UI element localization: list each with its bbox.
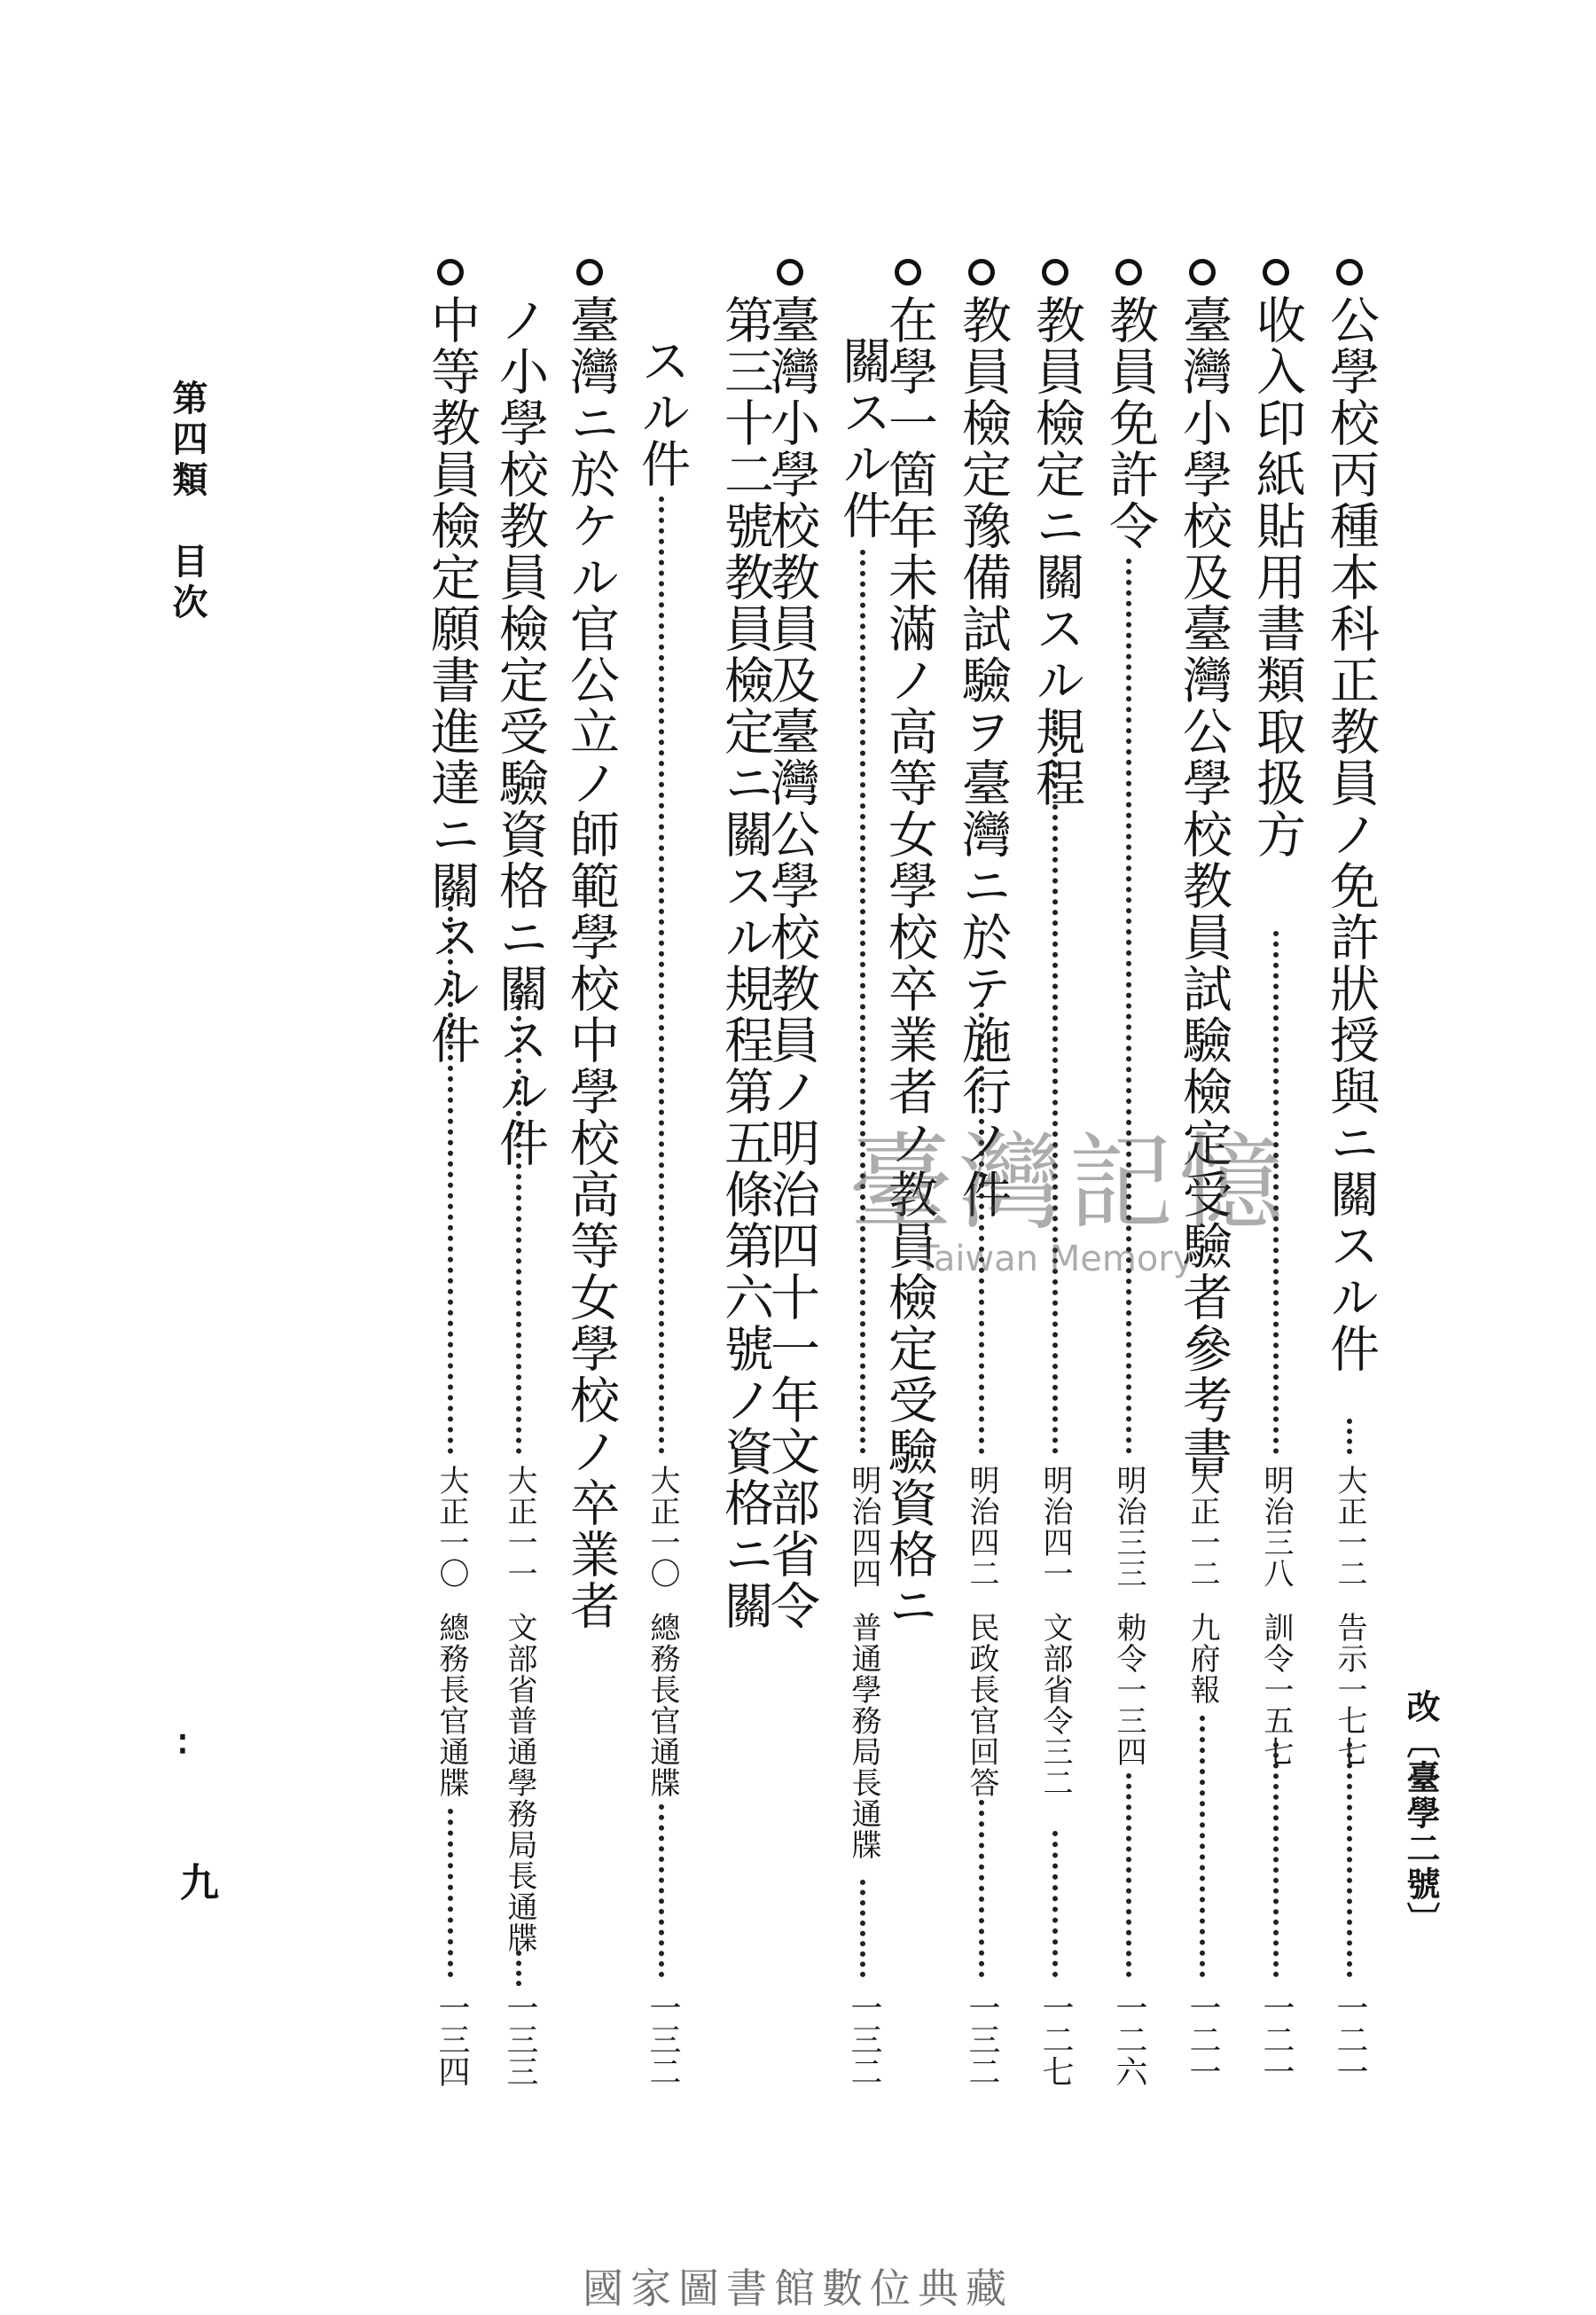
entry-marker-icon bbox=[576, 259, 603, 285]
entry-title[interactable]: 中等教員檢定願書進達ニ關スル件 bbox=[423, 294, 481, 1066]
dotted-leader bbox=[979, 1800, 984, 1977]
dotted-leader bbox=[659, 1804, 664, 1977]
entry-marker-icon bbox=[1263, 259, 1289, 285]
page-number: 九 bbox=[173, 1862, 218, 1901]
entry-source: 民政長官回答 bbox=[964, 1612, 999, 1798]
entry-page: 一二一 bbox=[1185, 1991, 1221, 2087]
entry-marker-icon bbox=[968, 259, 995, 285]
watermark-latin: Taiwan Memory bbox=[918, 1239, 1194, 1279]
dotted-leader bbox=[1052, 709, 1058, 1454]
footer-archive-credit: 國家圖書館數位典藏 bbox=[583, 2264, 1013, 2312]
dotted-leader bbox=[448, 895, 453, 1454]
entry-date: 明治四四 bbox=[846, 1465, 881, 1589]
entry-page: 一三二 bbox=[846, 1991, 882, 2087]
dotted-leader bbox=[979, 1002, 984, 1454]
entry-title[interactable]: 在學一箇年未滿ノ高等女學校卒業者ノ教員檢定受驗資格ニ bbox=[880, 294, 938, 1631]
entry-page: 一三三 bbox=[502, 1991, 538, 2087]
entry-marker-icon bbox=[1042, 259, 1068, 285]
entry-marker-icon bbox=[895, 259, 921, 285]
entry-page: 一三四 bbox=[434, 1991, 470, 2087]
watermark-cjk: 臺灣記憶 bbox=[848, 1122, 1288, 1244]
entry-date: 大正一〇 bbox=[645, 1465, 680, 1589]
entry-source: 總務長官通牒 bbox=[645, 1612, 680, 1798]
dotted-leader bbox=[448, 1809, 453, 1977]
entry-source: 文部省令三二 bbox=[1037, 1612, 1073, 1798]
dotted-leader bbox=[1347, 1742, 1352, 1977]
entry-title-continued[interactable]: スル件 bbox=[633, 335, 691, 489]
entry-marker-icon bbox=[437, 259, 464, 285]
entry-title[interactable]: 教員檢定ニ關スル規程 bbox=[1028, 294, 1085, 809]
entry-source: 勅令一三四 bbox=[1111, 1612, 1146, 1767]
dotted-leader bbox=[860, 550, 865, 1454]
entry-page: 一二七 bbox=[1037, 1991, 1074, 2087]
entry-page: 一二一 bbox=[1258, 1991, 1295, 2087]
entry-page: 一二六 bbox=[1111, 1991, 1147, 2087]
dotted-leader bbox=[860, 1880, 865, 1977]
dotted-leader bbox=[1052, 1831, 1058, 1977]
entry-date: 大正一二 bbox=[1332, 1465, 1367, 1589]
entry-date: 明治三三 bbox=[1111, 1465, 1146, 1589]
entry-marker-icon bbox=[1189, 259, 1216, 285]
dotted-leader bbox=[1126, 559, 1131, 1454]
entry-date: 大正一〇 bbox=[434, 1465, 469, 1589]
dotted-leader bbox=[1347, 1419, 1352, 1454]
entry-title-continued[interactable]: ノ小學校教員檢定受驗資格ニ關スル件 bbox=[491, 294, 549, 1169]
revision-note: 改〔臺學二號〕 bbox=[1401, 1689, 1441, 1937]
left-header-mark: ∶ bbox=[162, 1725, 204, 1765]
entry-date: 大正一二 bbox=[1185, 1465, 1220, 1589]
entry-title[interactable]: 教員檢定豫備試驗ヲ臺灣ニ於テ施行ノ件 bbox=[954, 294, 1012, 1220]
dotted-leader bbox=[516, 984, 521, 1454]
dotted-leader bbox=[1273, 1742, 1279, 1977]
entry-title-continued[interactable]: 第三十二號教員檢定ニ關スル規程第五條第六號ノ資格ニ關 bbox=[716, 294, 774, 1631]
entry-source: 普通學務局長通牒 bbox=[846, 1612, 881, 1860]
entry-source: 告示一七七 bbox=[1332, 1612, 1367, 1767]
entry-page: 一三二 bbox=[964, 1991, 1000, 2087]
dotted-leader bbox=[1273, 931, 1279, 1454]
entry-marker-icon bbox=[1336, 259, 1363, 285]
running-title: 第四類 目次 bbox=[167, 379, 208, 624]
dotted-leader bbox=[1126, 1773, 1131, 1977]
dotted-leader bbox=[516, 1951, 521, 1986]
entry-title[interactable]: 公學校丙種本科正教員ノ免許狀授與ニ關スル件 bbox=[1322, 294, 1380, 1374]
entry-title-continued[interactable]: 關スル件 bbox=[834, 335, 892, 541]
dotted-leader bbox=[659, 497, 664, 1454]
entry-source: 訓令一五七 bbox=[1258, 1612, 1294, 1767]
entry-date: 明治四一 bbox=[1037, 1465, 1073, 1589]
entry-marker-icon bbox=[777, 259, 803, 285]
entry-source: 總務長官通牒 bbox=[434, 1612, 469, 1798]
entry-title[interactable]: 臺灣ニ於ケル官公立ノ師範學校中學校高等女學校ノ卒業者 bbox=[562, 294, 620, 1631]
entry-title[interactable]: 臺灣小學校教員及臺灣公學校教員ノ明治四十一年文部省令 bbox=[763, 294, 820, 1631]
entry-date: 明治四二 bbox=[964, 1465, 999, 1589]
dotted-leader bbox=[1200, 1716, 1205, 1977]
entry-marker-icon bbox=[1115, 259, 1142, 285]
entry-source: 文部省普通學務局長通牒 bbox=[502, 1612, 537, 1953]
entry-date: 明治三八 bbox=[1258, 1465, 1294, 1589]
entry-date: 大正一一 bbox=[502, 1465, 537, 1589]
entry-title[interactable]: 收入印紙貼用書類取扱方 bbox=[1248, 294, 1306, 860]
entry-title[interactable]: 臺灣小學校及臺灣公學校教員試驗檢定受驗者參考書 bbox=[1175, 294, 1232, 1477]
entry-page: 一三二 bbox=[645, 1991, 681, 2087]
entry-page: 一二一 bbox=[1332, 1991, 1368, 2087]
entry-source: 九府報 bbox=[1185, 1612, 1220, 1705]
entry-title[interactable]: 教員免許令 bbox=[1101, 294, 1159, 551]
